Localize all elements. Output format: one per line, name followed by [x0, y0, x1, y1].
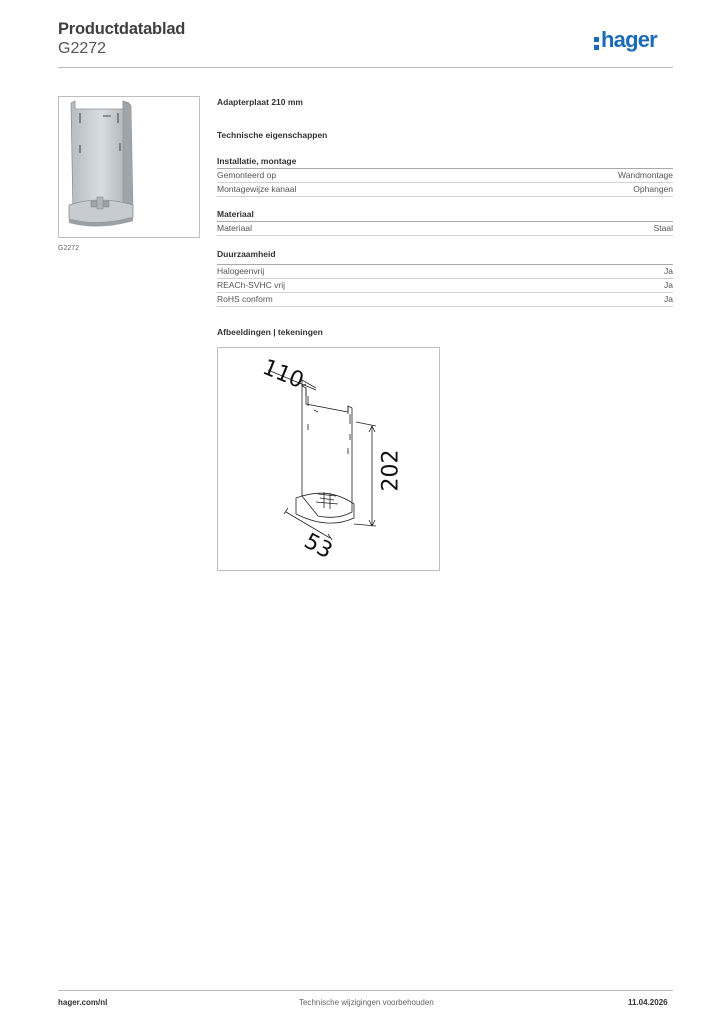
spec-row: [217, 183, 673, 197]
row-divider: [217, 235, 673, 236]
spec-row: [217, 222, 673, 236]
document-title: Productdatablad: [58, 20, 186, 38]
header-divider: [58, 67, 673, 68]
spec-label: Montagewijze kanaal: [217, 184, 297, 194]
product-image: [58, 96, 200, 238]
dimension-depth-label: 53: [299, 528, 337, 565]
dimension-width-label: 110: [258, 355, 308, 394]
spec-group-material: [217, 209, 673, 239]
footer-divider: [58, 990, 673, 991]
spec-label: RoHS conform: [217, 294, 273, 304]
spec-group-sustainability: [217, 249, 673, 309]
product-image-caption: G2272: [58, 245, 80, 252]
spec-value: Ja: [664, 266, 673, 276]
spec-label: Gemonteerd op: [217, 170, 277, 180]
spec-value: Staal: [653, 223, 673, 233]
technical-properties-title: Technische eigenschappen: [217, 130, 328, 140]
dimension-drawing: [217, 347, 440, 571]
spec-row: [217, 265, 673, 279]
spec-value: Ja: [664, 294, 673, 304]
spec-row: [217, 169, 673, 183]
dimension-drawing-icon: [218, 348, 439, 570]
spec-value: Ja: [664, 280, 673, 290]
product-code-header: G2272: [58, 40, 107, 57]
adapter-plate-photo-icon: [59, 97, 199, 237]
spec-label: Materiaal: [217, 223, 252, 233]
spec-group-installation: [217, 156, 673, 201]
spec-label: REACh-SVHC vrij: [217, 280, 286, 290]
footer-date: 11.04.2026: [628, 998, 668, 1007]
spec-value: Wandmontage: [618, 170, 673, 180]
spec-row: [217, 293, 673, 307]
footer-website-link[interactable]: hager.com/nl: [58, 998, 108, 1007]
row-divider: [217, 306, 673, 307]
logo-dots-icon: [594, 29, 600, 55]
footer-disclaimer: Technische wijzigingen voorbehouden: [299, 998, 434, 1007]
product-name: Adapterplaat 210 mm: [217, 97, 303, 107]
spec-group-title: Materiaal: [217, 209, 254, 219]
spec-row: [217, 279, 673, 293]
spec-label: Halogeenvrij: [217, 266, 265, 276]
dimension-height-label: 202: [378, 449, 404, 492]
spec-group-title: Duurzaamheid: [217, 249, 276, 259]
row-divider: [217, 196, 673, 197]
spec-group-title: Installatie, montage: [217, 156, 297, 166]
drawings-title: Afbeeldingen | tekeningen: [217, 327, 323, 337]
logo-wordmark: hager: [601, 27, 657, 52]
spec-value: Ophangen: [633, 184, 673, 194]
